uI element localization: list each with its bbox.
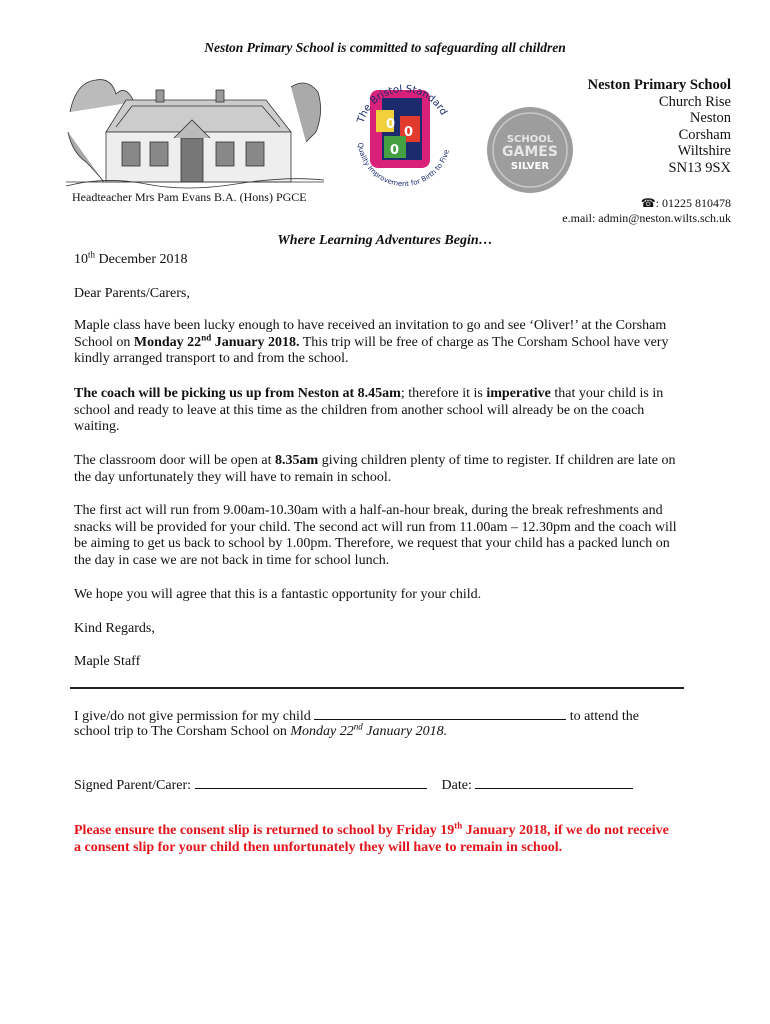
permission-line: I give/do not give permission for my child to attend the	[74, 709, 639, 724]
paragraph-invitation: Maple class have been lucky enough to have received an invitation to go and see ‘Oliver!’ at the Corsham School on Monday 22nd January 2018. This trip will be free of charge as The Corsham School have very kindly arranged transport to and from the school.	[74, 318, 669, 366]
safeguarding-banner: Neston Primary School is committed to safeguarding all children	[204, 40, 566, 55]
email-address: e.mail: admin@neston.wilts.sch.uk	[562, 210, 731, 225]
school-name: Neston Primary School	[587, 77, 731, 93]
bristol-top-text: The Bristol Standard	[355, 83, 449, 125]
paragraph-classroom: The classroom door will be open at 8.35am giving children plenty of time to register. If children are late on the day unfortunately they will have to remain in school.	[74, 453, 676, 485]
school-address	[588, 77, 731, 177]
bristol-standard-logo	[340, 70, 468, 198]
svg-text:SCHOOL: SCHOOL	[506, 134, 554, 145]
signature-name: Maple Staff	[74, 654, 141, 669]
paragraph-schedule: The first act will run from 9.00am-10.30am with a half-an-hour break, during the break refreshments and snacks will be provided for your child. The second act will run from 11.00am – 12.30pm and the coach will be aiming to get us back to school by 1.00pm. Therefore, we request that your child has a packed lunch on the day in case we are not back in time for school lunch.	[74, 503, 677, 568]
phone-number: ☎: 01225 810478	[640, 196, 731, 210]
contact-details	[562, 196, 731, 225]
address-postcode: SN13 9SX	[668, 159, 731, 176]
svg-text:0: 0	[404, 125, 414, 140]
cut-line-divider	[70, 687, 684, 689]
svg-text:SILVER: SILVER	[510, 161, 550, 172]
letter-date: 10th December 2018	[74, 249, 188, 267]
parent-signature-field[interactable]	[195, 776, 427, 789]
svg-text:0: 0	[386, 117, 396, 132]
paragraph-opportunity: We hope you will agree that this is a fantastic opportunity for your child.	[74, 587, 482, 602]
bristol-bottom-text: Quality Improvement for Birth to Five	[356, 142, 451, 189]
svg-text:GAMES: GAMES	[502, 144, 558, 160]
headteacher-line: Headteacher Mrs Pam Evans B.A. (Hons) PGCE	[72, 190, 307, 204]
signature-date-field[interactable]	[475, 776, 633, 789]
paragraph-coach: The coach will be picking us up from Neston at 8.45am; therefore it is imperative that your child is in school and ready to leave at this time as the children from another school will already be on the coach waiting.	[74, 386, 664, 434]
consent-slip-notice: Please ensure the consent slip is returned to school by Friday 19th January 2018, if we do not receive a consent slip for your child then unfortunately they will have to remain in school.	[74, 820, 669, 855]
address-line: Neston	[689, 110, 731, 127]
salutation: Dear Parents/Carers,	[74, 286, 190, 301]
permission-line-2: school trip to The Corsham School on Monday 22nd January 2018.	[74, 721, 448, 739]
address-line: Corsham	[678, 126, 731, 143]
signed-label: Signed Parent/Carer:	[74, 778, 192, 793]
date-label: Date:	[441, 778, 472, 793]
child-name-field[interactable]	[314, 707, 566, 720]
address-line: Church Rise	[658, 93, 731, 110]
sign-off: Kind Regards,	[74, 621, 155, 636]
tagline: Where Learning Adventures Begin…	[277, 233, 493, 248]
address-line: Wiltshire	[677, 143, 731, 160]
svg-text:0: 0	[390, 143, 400, 158]
signature-row	[74, 776, 690, 795]
school-building-sketch	[66, 72, 324, 190]
school-games-silver-logo	[486, 106, 574, 194]
